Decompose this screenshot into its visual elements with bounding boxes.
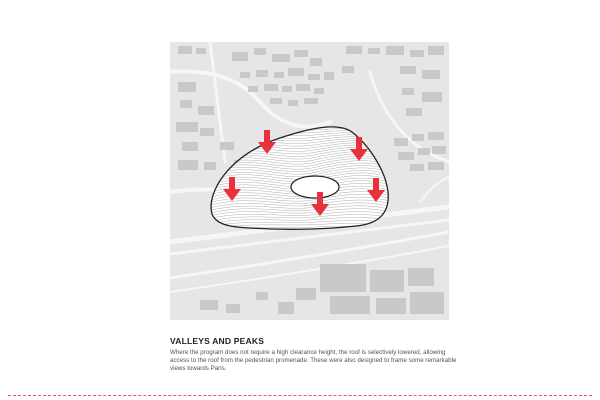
- site-plan-diagram: [170, 42, 449, 320]
- site-plan-svg: [170, 42, 449, 320]
- roof-oculus: [291, 176, 339, 198]
- caption: [170, 336, 460, 373]
- page-divider: [8, 395, 592, 396]
- caption-title: VALLEYS AND PEAKS: [170, 336, 265, 346]
- caption-body: Where the program does not require a high clearance height, the roof is selectively lowered, allowing access to the roof from the pedestrian promenade. These were also designed to frame some remarkable views towards Paris.: [170, 349, 457, 372]
